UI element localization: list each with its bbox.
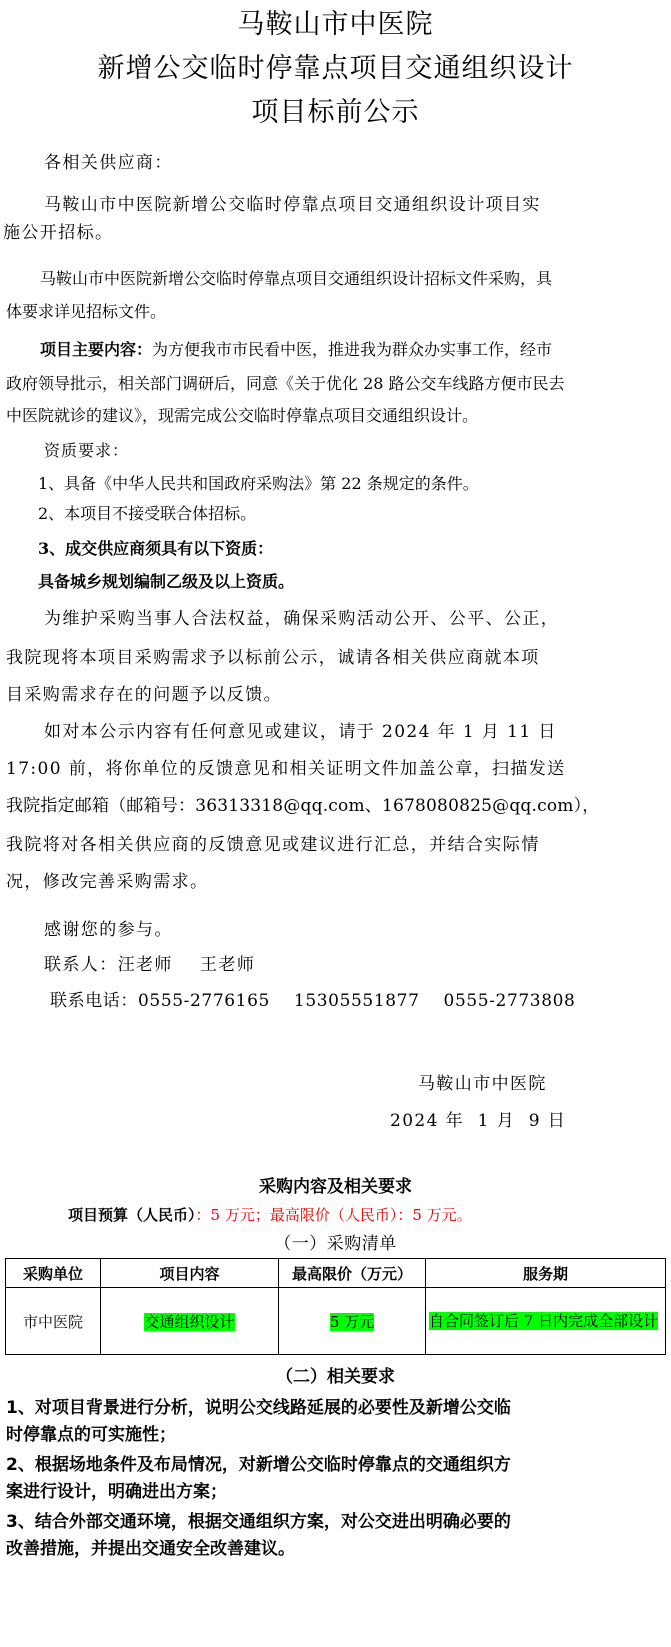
purpose-line-2: 我院现将本项目采购需求予以标前公示，诚请各相关供应商就本项 [6, 648, 540, 668]
unit-cell-text: 市中医院 [22, 1312, 83, 1331]
para2-line-2: 体要求详见招标文件。 [6, 302, 167, 321]
main-content-line-3: 中医院就诊的建议》，现需完成公交临时停靠点项目交通组织设计。 [6, 406, 479, 425]
feedback-line-1: 如对本公示内容有任何意见或建议，请于 2024 年 1 月 11 日 [44, 722, 557, 742]
title-line-1: 马鞍山市中医院 [237, 9, 434, 40]
thanks-text: 感谢您的参与。 [44, 920, 173, 940]
intro-line-1: 马鞍山市中医院新增公交临时停靠点项目交通组织设计项目实 [44, 195, 541, 215]
table-header-cell: 服务期 [426, 1259, 666, 1288]
salutation: 各相关供应商： [44, 153, 173, 173]
contact-people: 联系人：汪老师 王老师 [44, 955, 256, 975]
requirement-1-line-2: 时停靠点的可实施性； [6, 1425, 176, 1445]
procurement-list-heading: （一）采购清单 [274, 1234, 397, 1254]
table-cell [101, 1288, 279, 1355]
table-cell [426, 1288, 666, 1355]
main-content-label: 项目主要内容： [40, 340, 153, 359]
qualification-item-2: 2、本项目不接受联合体招标。 [38, 504, 257, 523]
budget-value: ：5 万元；最高限价（人民币）：5 万元。 [195, 1206, 472, 1224]
table-row [6, 1288, 666, 1355]
table-cell [6, 1288, 101, 1355]
table-header-row [6, 1259, 666, 1288]
requirement-2-line-1: 2、根据场地条件及布局情况，对新增公交临时停靠点的交通组织方 [6, 1455, 511, 1475]
signature-date: 2024 年 1 月 9 日 [390, 1111, 567, 1131]
title-line-3: 项目标前公示 [251, 97, 420, 128]
title-line-2: 新增公交临时停靠点项目交通组织设计 [97, 53, 574, 84]
procurement-heading: 采购内容及相关要求 [259, 1177, 412, 1197]
qualification-item-3: 3、成交供应商须具有以下资质： [38, 539, 274, 558]
requirement-1-line-1: 1、对项目背景进行分析，说明公交线路延展的必要性及新增公交临 [6, 1398, 511, 1418]
content-cell-text: 交通组织设计 [144, 1312, 235, 1331]
intro-line-2: 施公开招标。 [3, 223, 114, 243]
requirement-3-line-2: 改善措施，并提出交通安全改善建议。 [6, 1539, 295, 1559]
requirement-3-line-1: 3、结合外部交通环境，根据交通组织方案，对公交进出明确必要的 [6, 1512, 511, 1532]
procurement-table [5, 1258, 666, 1355]
qualification-heading: 资质要求： [44, 441, 130, 460]
table-header-cell: 最高限价（万元） [279, 1259, 426, 1288]
table-header-cell: 项目内容 [101, 1259, 279, 1288]
requirements-heading: （二）相关要求 [276, 1367, 395, 1387]
budget-label: 项目预算（人民币） [68, 1206, 196, 1224]
contact-phone: 联系电话：0555-2776165 15305551877 0555-2773808 [50, 991, 576, 1011]
requirement-2-line-2: 案进行设计，明确进出方案； [6, 1482, 227, 1502]
main-content-line-1 [40, 336, 552, 364]
price-cell-text: 5 万元 [329, 1312, 375, 1331]
feedback-line-5: 况，修改完善采购需求。 [6, 872, 209, 892]
feedback-line-2: 17:00 前，将你单位的反馈意见和相关证明文件加盖公章，扫描发送 [6, 759, 566, 779]
period-cell-text: 自合同签订后 7 日内完成全部设计 [429, 1312, 659, 1330]
budget-line [68, 1204, 472, 1225]
purpose-line-1: 为维护采购当事人合法权益，确保采购活动公开、公平、公正， [44, 609, 560, 629]
para2-line-1: 马鞍山市中医院新增公交临时停靠点项目交通组织设计招标文件采购，具 [40, 269, 553, 288]
feedback-line-4: 我院将对各相关供应商的反馈意见或建议进行汇总，并结合实际情 [6, 835, 540, 855]
table-cell [279, 1288, 426, 1355]
main-content-text: 为方便我市市民看中医，推进我为群众办实事工作，经市 [152, 340, 553, 359]
purpose-line-3: 目采购需求存在的问题予以反馈。 [6, 685, 282, 705]
signature-org: 马鞍山市中医院 [418, 1074, 547, 1094]
feedback-line-3: 我院指定邮箱（邮箱号：36313318@qq.com、1678080825@qq.com）， [6, 796, 600, 816]
qualification-item-1: 1、具备《中华人民共和国政府采购法》第 22 条规定的条件。 [38, 474, 479, 493]
qualification-item-4: 具备城乡规划编制乙级及以上资质。 [38, 572, 295, 591]
table-header-cell: 采购单位 [6, 1259, 101, 1288]
main-content-line-2: 政府领导批示，相关部门调研后，同意《关于优化 28 路公交车线路方便市民去 [6, 374, 565, 393]
